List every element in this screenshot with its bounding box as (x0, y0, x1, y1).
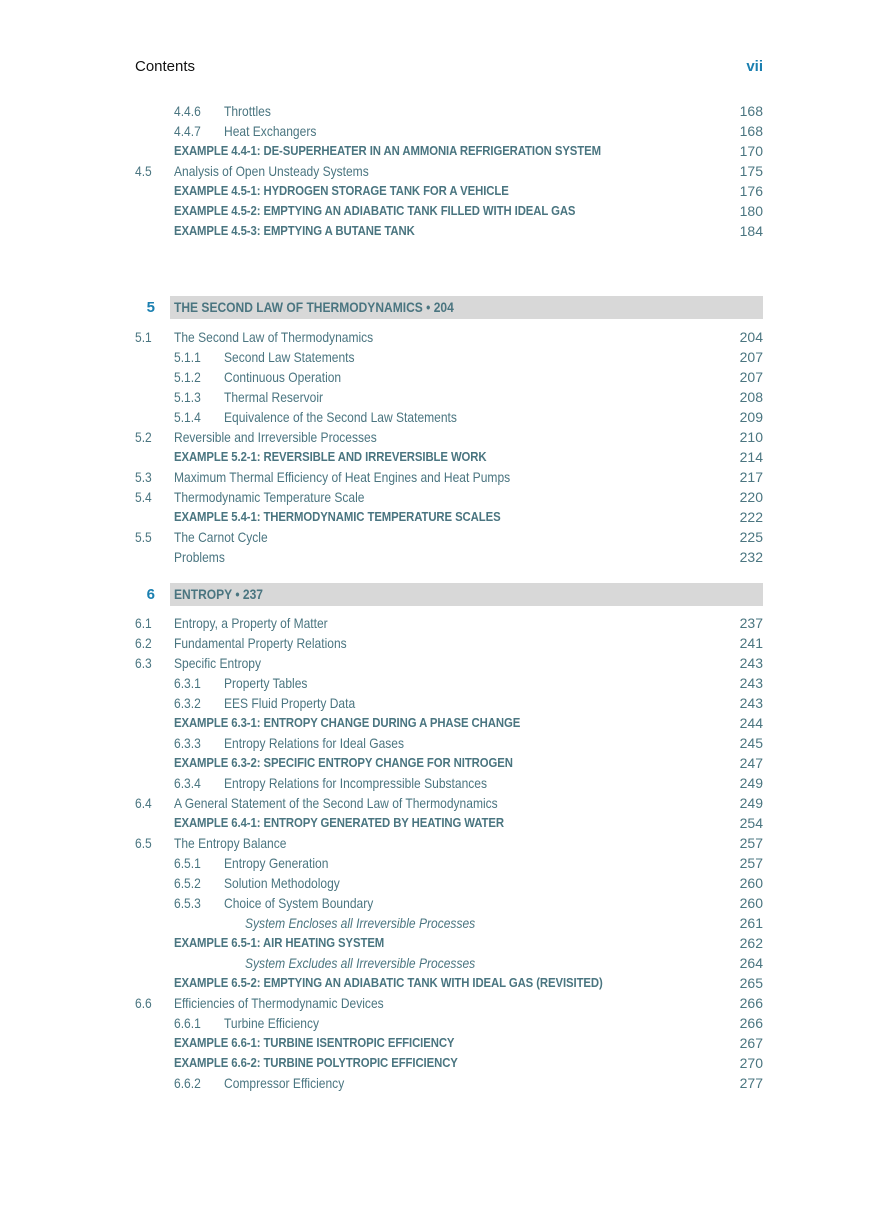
entry-label-wrap (174, 813, 558, 833)
section-number: 5.2 (135, 429, 152, 445)
entry-label-wrap (174, 1033, 500, 1053)
entry-page-number: 168 (739, 103, 763, 119)
subsection-number (174, 873, 205, 893)
entry-page-number: 204 (739, 329, 763, 345)
entry-page-number: 270 (739, 1055, 763, 1071)
entry-page-number: 245 (739, 735, 763, 751)
entry-label-wrap (174, 507, 554, 527)
section-number: 5.4 (135, 489, 152, 505)
entry-label: EXAMPLE 6.6-2: TURBINE POLYTROPIC EFFICIENCY (174, 1055, 458, 1070)
entry-label-wrap (174, 487, 396, 507)
entry-label-wrap (174, 993, 418, 1013)
page-number: vii (746, 57, 763, 75)
entry-label: System Excludes all Irreversible Processes (245, 955, 476, 971)
entry-label-wrap (174, 327, 406, 347)
entry-label: Thermodynamic Temperature Scale (174, 489, 365, 505)
entry-page-number: 243 (739, 655, 763, 671)
entry-page-number: 241 (739, 635, 763, 651)
entry-label-wrap (224, 733, 433, 753)
entry-page-number: 260 (739, 895, 763, 911)
chapter-title: THE SECOND LAW OF THERMODYNAMICS • 204 (174, 299, 454, 315)
entry-label: Problems (174, 549, 225, 565)
entry-label-wrap (224, 121, 331, 141)
toc-entry[interactable] (135, 773, 763, 793)
entry-page-number: 249 (739, 795, 763, 811)
toc-entry[interactable] (135, 913, 763, 933)
toc-entry[interactable] (135, 327, 763, 347)
entry-label-wrap (224, 1013, 335, 1033)
section-number: 6.4 (135, 795, 152, 811)
section-number: 5.3 (135, 469, 152, 485)
subsection-number-text: 6.3.2 (174, 695, 201, 711)
entry-label: Analysis of Open Unsteady Systems (174, 163, 369, 179)
subsection-number-text: 6.3.3 (174, 735, 201, 751)
entry-page-number: 261 (739, 915, 763, 931)
toc-entry-example[interactable] (135, 221, 763, 241)
toc-entry-example[interactable] (135, 141, 763, 161)
entry-label: Entropy Relations for Incompressible Substances (224, 775, 488, 791)
entry-label: Entropy, a Property of Matter (174, 615, 328, 631)
toc-entry[interactable] (135, 793, 763, 813)
toc-entry[interactable] (135, 873, 763, 893)
toc-entry[interactable] (135, 893, 763, 913)
toc-group-chapter4 (135, 101, 763, 241)
entry-page-number: 168 (739, 123, 763, 139)
entry-page-number: 184 (739, 223, 763, 239)
toc-entry-example[interactable] (135, 1033, 763, 1053)
toc-entry-example[interactable] (135, 933, 763, 953)
entry-label: Solution Methodology (224, 875, 340, 891)
subsection-number (174, 673, 205, 693)
entry-label-wrap (174, 467, 565, 487)
entry-label: Property Tables (224, 675, 308, 691)
entry-label-wrap (174, 633, 375, 653)
subsection-number-text: 6.3.4 (174, 775, 201, 791)
toc-entry[interactable] (135, 733, 763, 753)
entry-label-wrap (174, 427, 410, 447)
subsection-number (174, 1073, 205, 1093)
subsection-number (174, 773, 205, 793)
section-number: 5.5 (135, 529, 152, 545)
entry-label-wrap (224, 853, 345, 873)
entry-label: EES Fluid Property Data (224, 695, 356, 711)
toc-entry-example[interactable] (135, 1053, 763, 1073)
section-number: 5.1 (135, 329, 152, 345)
entry-label-wrap (174, 447, 537, 467)
entry-page-number: 207 (739, 349, 763, 365)
toc-entry-example[interactable] (135, 201, 763, 221)
toc-entry[interactable] (135, 993, 763, 1013)
entry-page-number: 266 (739, 995, 763, 1011)
toc-entry[interactable] (135, 613, 763, 633)
toc-entry[interactable] (135, 953, 763, 973)
subsection-number-text: 5.1.4 (174, 409, 201, 425)
entry-page-number: 222 (739, 509, 763, 525)
toc-entry-example[interactable] (135, 507, 763, 527)
entry-label: EXAMPLE 5.4-1: THERMODYNAMIC TEMPERATURE SCALES (174, 509, 501, 524)
page-header (135, 56, 763, 76)
toc-entry-example[interactable] (135, 973, 763, 993)
chapter-title-bar (170, 296, 763, 319)
entry-label: Reversible and Irreversible Processes (174, 429, 377, 445)
subsection-number (174, 693, 205, 713)
entry-label: Efficiencies of Thermodynamic Devices (174, 995, 384, 1011)
toc-entry[interactable] (135, 121, 763, 141)
entry-page-number: 209 (739, 409, 763, 425)
entry-label-wrap (224, 873, 359, 893)
entry-label: Choice of System Boundary (224, 895, 374, 911)
entry-page-number: 257 (739, 855, 763, 871)
subsection-number-text: 6.6.1 (174, 1015, 201, 1031)
toc-entry[interactable] (135, 633, 763, 653)
entry-label: Maximum Thermal Efficiency of Heat Engines and Heat Pumps (174, 469, 511, 485)
subsection-number-text: 6.3.1 (174, 675, 201, 691)
section-number: 6.6 (135, 995, 152, 1011)
entry-label: Equivalence of the Second Law Statements (224, 409, 457, 425)
entry-page-number: 214 (739, 449, 763, 465)
toc-entry[interactable] (135, 387, 763, 407)
entry-label-wrap (224, 893, 398, 913)
chapter-title: ENTROPY • 237 (174, 586, 263, 602)
entry-label-wrap (224, 347, 376, 367)
subsection-number (174, 367, 205, 387)
entry-label-wrap (224, 101, 278, 121)
subsection-number-text: 6.5.2 (174, 875, 201, 891)
toc-entry-example[interactable] (135, 713, 763, 733)
toc-entry-example[interactable] (135, 181, 763, 201)
entry-page-number: 243 (739, 695, 763, 711)
chapter-title-bar (170, 583, 763, 606)
chapter-number: 6 (146, 586, 155, 603)
entry-page-number: 257 (739, 835, 763, 851)
entry-page-number: 217 (739, 469, 763, 485)
chapter-5-heading (135, 296, 763, 319)
toc-entry[interactable] (135, 1073, 763, 1093)
toc-entry[interactable] (135, 101, 763, 121)
subsection-number (174, 1013, 205, 1033)
toc-entry[interactable] (135, 527, 763, 547)
section-number: 4.5 (135, 163, 152, 179)
subsection-number (174, 893, 205, 913)
entry-page-number: 266 (739, 1015, 763, 1031)
subsection-number (174, 121, 205, 141)
entry-label-wrap (174, 547, 233, 567)
subsection-number (174, 733, 205, 753)
entry-label: EXAMPLE 6.3-2: SPECIFIC ENTROPY CHANGE FOR NITROGEN (174, 755, 513, 770)
toc-entry[interactable] (135, 367, 763, 387)
section-number: 6.2 (135, 635, 152, 651)
subsection-number (174, 407, 205, 427)
entry-page-number: 208 (739, 389, 763, 405)
entry-label: EXAMPLE 4.5-3: EMPTYING A BUTANE TANK (174, 223, 415, 238)
entry-page-number: 267 (739, 1035, 763, 1051)
toc-entry[interactable] (135, 487, 763, 507)
toc-entry[interactable] (135, 347, 763, 367)
entry-label: System Encloses all Irreversible Processes (245, 915, 476, 931)
subsection-number-text: 5.1.3 (174, 389, 201, 405)
chapter-number: 5 (146, 299, 155, 316)
entry-label: Entropy Relations for Ideal Gases (224, 735, 405, 751)
toc-entry[interactable] (135, 853, 763, 873)
entry-label: Throttles (224, 103, 271, 119)
toc-entry[interactable] (135, 467, 763, 487)
entry-label-wrap (174, 181, 563, 201)
entry-page-number: 207 (739, 369, 763, 385)
toc-group-chapter6 (135, 613, 763, 1093)
subsection-number (174, 853, 205, 873)
entry-label: Second Law Statements (224, 349, 355, 365)
entry-label: EXAMPLE 6.5-2: EMPTYING AN ADIABATIC TANK WITH IDEAL GAS (REVISITED) (174, 975, 603, 990)
entry-label: The Second Law of Thermodynamics (174, 329, 374, 345)
toc-entry-example[interactable] (135, 813, 763, 833)
subsection-number-text: 6.6.2 (174, 1075, 201, 1091)
entry-page-number: 244 (739, 715, 763, 731)
entry-label: The Entropy Balance (174, 835, 287, 851)
entry-label: Entropy Generation (224, 855, 329, 871)
toc-entry[interactable] (135, 161, 763, 181)
entry-label-wrap (224, 1073, 364, 1093)
subsection-number-text: 5.1.1 (174, 349, 201, 365)
entry-page-number: 260 (739, 875, 763, 891)
section-number: 6.5 (135, 835, 152, 851)
toc-group-chapter5 (135, 327, 763, 567)
subsection-number (174, 347, 205, 367)
entry-label: EXAMPLE 4.5-1: HYDROGEN STORAGE TANK FOR A VEHICLE (174, 183, 509, 198)
entry-label: Continuous Operation (224, 369, 342, 385)
entry-label: EXAMPLE 6.3-1: ENTROPY CHANGE DURING A PHASE CHANGE (174, 715, 521, 730)
entry-label: Specific Entropy (174, 655, 262, 671)
entry-label-wrap (174, 221, 454, 241)
entry-page-number: 265 (739, 975, 763, 991)
entry-page-number: 225 (739, 529, 763, 545)
entry-label: EXAMPLE 6.5-1: AIR HEATING SYSTEM (174, 935, 385, 950)
entry-page-number: 210 (739, 429, 763, 445)
entry-label-wrap (174, 653, 275, 673)
toc-entry-example[interactable] (135, 447, 763, 467)
subsection-number (174, 101, 205, 121)
entry-label-wrap (224, 693, 377, 713)
subsection-number-text: 5.1.2 (174, 369, 201, 385)
entry-label-wrap (174, 201, 641, 221)
entry-label-wrap (224, 387, 339, 407)
entry-label-wrap (174, 1053, 504, 1073)
entry-page-number: 175 (739, 163, 763, 179)
section-number: 6.1 (135, 615, 152, 631)
entry-label-wrap (224, 407, 495, 427)
toc-entry[interactable] (135, 407, 763, 427)
entry-label: EXAMPLE 4.4-1: DE-SUPERHEATER IN AN AMMONIA REFRIGERATION SYSTEM (174, 143, 601, 158)
entry-page-number: 176 (739, 183, 763, 199)
entry-page-number: 243 (739, 675, 763, 691)
toc-entry[interactable] (135, 673, 763, 693)
subsection-number-text: 4.4.7 (174, 123, 201, 139)
toc-entry-example[interactable] (135, 753, 763, 773)
entry-label-wrap (224, 773, 530, 793)
entry-label: Fundamental Property Relations (174, 635, 347, 651)
entry-label-wrap (174, 973, 673, 993)
toc-entry[interactable] (135, 653, 763, 673)
entry-label: EXAMPLE 6.4-1: ENTROPY GENERATED BY HEATING WATER (174, 815, 504, 830)
entry-label-wrap (174, 713, 577, 733)
entry-page-number: 254 (739, 815, 763, 831)
entry-label: Compressor Efficiency (224, 1075, 345, 1091)
toc-entry[interactable] (135, 1013, 763, 1033)
subsection-number-text: 6.5.1 (174, 855, 201, 871)
subsection-number-text: 6.5.3 (174, 895, 201, 911)
entry-page-number: 247 (739, 755, 763, 771)
entry-label: Thermal Reservoir (224, 389, 324, 405)
toc-entry[interactable] (135, 547, 763, 567)
entry-label-wrap (245, 913, 513, 933)
entry-label-wrap (174, 933, 418, 953)
entry-label: EXAMPLE 5.2-1: REVERSIBLE AND IRREVERSIBLE WORK (174, 449, 487, 464)
entry-label: Heat Exchangers (224, 123, 317, 139)
toc-entry[interactable] (135, 427, 763, 447)
entry-label: A General Statement of the Second Law of Thermodynamics (174, 795, 498, 811)
entry-label-wrap (174, 753, 568, 773)
entry-label-wrap (174, 141, 670, 161)
section-number: 6.3 (135, 655, 152, 671)
entry-page-number: 220 (739, 489, 763, 505)
entry-label: The Carnot Cycle (174, 529, 268, 545)
entry-page-number: 249 (739, 775, 763, 791)
entry-label-wrap (245, 953, 513, 973)
subsection-number-text: 4.4.6 (174, 103, 201, 119)
entry-page-number: 180 (739, 203, 763, 219)
toc-entry[interactable] (135, 693, 763, 713)
subsection-number (174, 387, 205, 407)
entry-label: EXAMPLE 4.5-2: EMPTYING AN ADIABATIC TANK FILLED WITH IDEAL GAS (174, 203, 576, 218)
toc-entry[interactable] (135, 833, 763, 853)
entry-page-number: 277 (739, 1075, 763, 1091)
entry-label: Turbine Efficiency (224, 1015, 320, 1031)
entry-page-number: 262 (739, 935, 763, 951)
entry-page-number: 264 (739, 955, 763, 971)
running-title: Contents (135, 57, 196, 75)
entry-label-wrap (224, 367, 360, 387)
entry-label-wrap (174, 161, 400, 181)
entry-label-wrap (174, 793, 550, 813)
entry-label: EXAMPLE 6.6-1: TURBINE ISENTROPIC EFFICIENCY (174, 1035, 455, 1050)
entry-label-wrap (174, 613, 353, 633)
entry-page-number: 237 (739, 615, 763, 631)
entry-page-number: 170 (739, 143, 763, 159)
entry-label-wrap (174, 833, 305, 853)
entry-page-number: 232 (739, 549, 763, 565)
chapter-6-heading (135, 583, 763, 606)
entry-label-wrap (224, 673, 321, 693)
entry-label-wrap (174, 527, 283, 547)
